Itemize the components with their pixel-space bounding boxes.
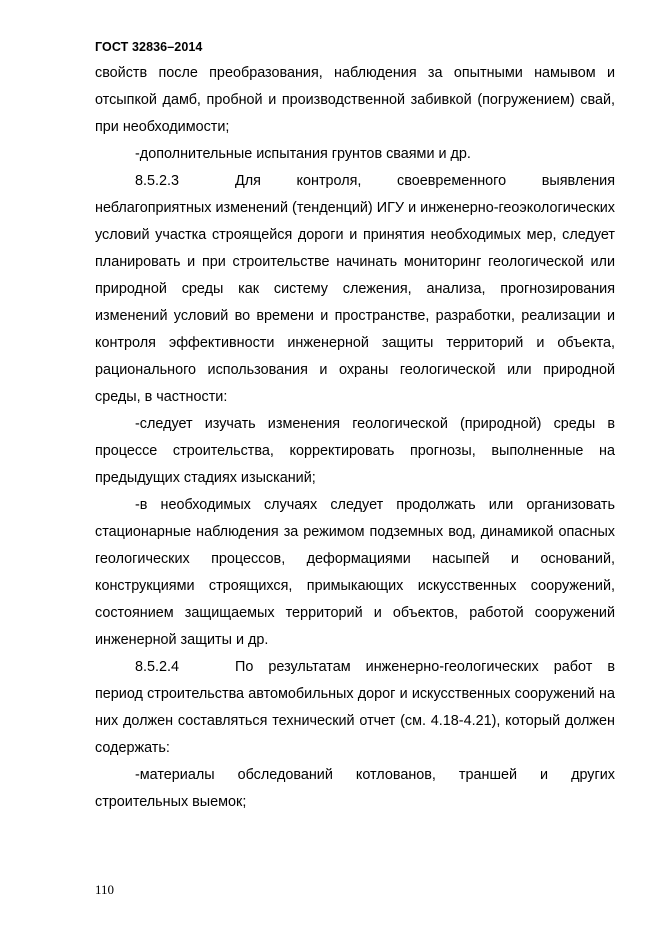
clause-text: Для контроля, своевременного выявления неблагоприятных изменений (тенденций) ИГУ и инженерно-геоэкологических условий участка строящейся дороги и принятия необходимых мер, следует планировать и при строительстве начинать мониторинг геологической или природной среды как систему слежения, анализа, прогнозирования изменений условий во времени и пространстве, разработки, реализации и контроля эффективности инженерной защиты территорий и объекта, рационального использования и охраны геологической или природной среды, в частности: (95, 173, 615, 405)
document-header: ГОСТ 32836–2014 (95, 40, 203, 54)
page-number: 110 (95, 882, 115, 897)
clause-number: 8.5.2.3 (135, 173, 180, 189)
paragraph-continuation: свойств после преобразования, наблюдения за опытными намывом и отсыпкой дамб, пробной и производственной забивкой (погружением) свай, при необходимости; (95, 65, 615, 135)
document-body (95, 60, 615, 816)
clause-number: 8.5.2.4 (135, 659, 180, 675)
clause-8-5-2-3 (95, 168, 615, 411)
list-item-observations: -в необходимых случаях следует продолжать или организовать стационарные наблюдения за режимом подземных вод, динамикой опасных геологических процессов, деформациями насыпей и оснований, конструкциями строящихся, примыкающих искусственных сооружений, состоянием защищаемых территорий и объектов, работой сооружений инженерной защиты и др. (95, 497, 615, 648)
list-item-additional-tests: -дополнительные испытания грунтов сваями и др. (135, 146, 471, 162)
clause-8-5-2-4 (95, 654, 615, 762)
list-item-excavation-materials: -материалы обследований котлованов, траншей и других строительных выемок; (95, 767, 615, 810)
clause-text: По результатам инженерно-геологических работ в период строительства автомобильных дорог и искусственных сооружений на них должен составляться технический отчет (см. 4.18-4.21), который должен содержать: (95, 659, 615, 756)
list-item-study-changes: -следует изучать изменения геологической (природной) среды в процессе строительства, корректировать прогнозы, выполненные на предыдущих стадиях изысканий; (95, 416, 615, 486)
